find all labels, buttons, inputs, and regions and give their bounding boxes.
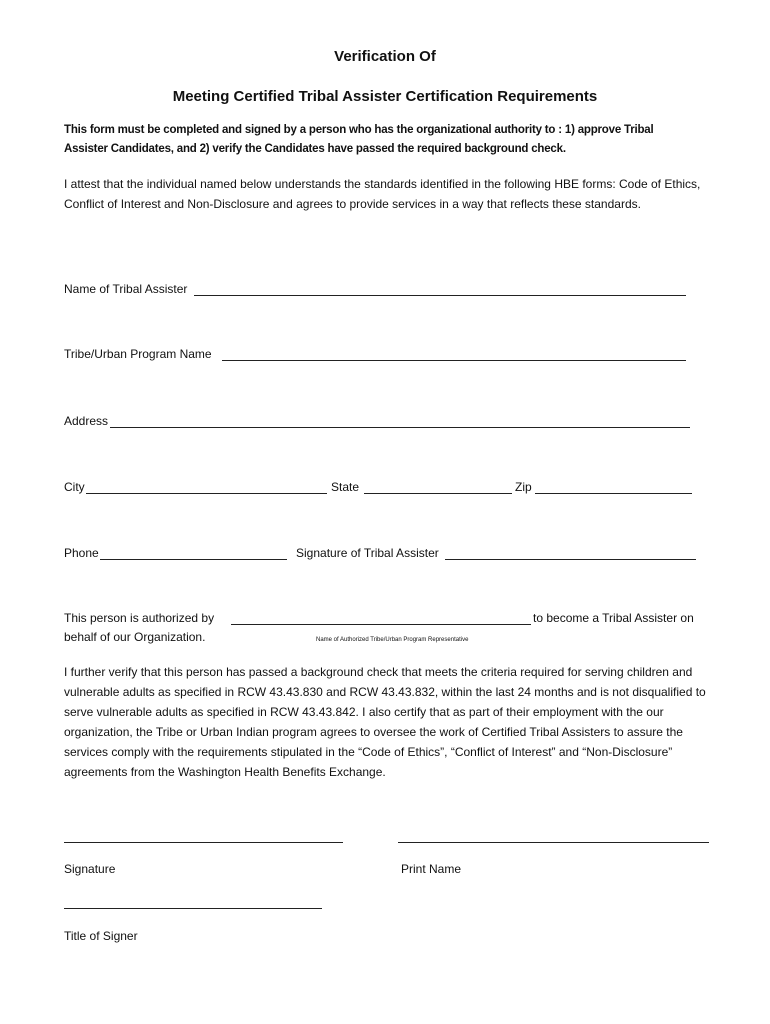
- program-label: Tribe/Urban Program Name: [64, 347, 212, 361]
- program-field[interactable]: [222, 360, 686, 361]
- phone-label: Phone: [64, 546, 99, 560]
- form-subtitle: Meeting Certified Tribal Assister Certification Requirements: [172, 88, 598, 105]
- address-field[interactable]: [110, 427, 690, 428]
- title-of-signer-label: Title of Signer: [64, 929, 138, 943]
- name-label: Name of Tribal Assister: [64, 282, 188, 296]
- authorized-line-2: behalf of our Organization.: [64, 630, 206, 644]
- address-label: Address: [64, 414, 109, 428]
- verification-paragraph: I further verify that this person has passed a background check that meets the criteria required for serving children and vulnerable adults as specified in RCW 43.43.830 and RCW 43.43.832, within the last 24 months and is not disqualified to serve vulnerable adults as specified in RCW 43.43.842. I also certify that as part of their employment with the our organization, the Tribe or Urban Indian program agrees to oversee the work of Certified Tribal Assisters to assure the services comply with the requirements stipulated in the “Code of Ethics”, “Conflict of Interest” and “Non-Disclosure” agreements from the Washington Health Benefits Exchange.: [64, 665, 706, 779]
- attestation-paragraph: I attest that the individual named below understands the standards identified in the following HBE forms: Code of Ethics, Conflict of Interest and Non-Disclosure and agrees to provide services in a way that reflects these standards.: [64, 177, 701, 211]
- assister-signature-label: Signature of Tribal Assister: [296, 546, 439, 560]
- state-label: State: [331, 480, 360, 494]
- phone-field[interactable]: [100, 559, 287, 560]
- print-name-field[interactable]: [398, 842, 709, 843]
- signature-field[interactable]: [64, 842, 343, 843]
- authorized-suffix: to become a Tribal Assister on: [533, 611, 694, 625]
- state-field[interactable]: [364, 493, 512, 494]
- authorized-representative-field[interactable]: [231, 624, 531, 625]
- city-label: City: [64, 480, 85, 494]
- city-field[interactable]: [86, 493, 327, 494]
- zip-label: Zip: [515, 480, 532, 494]
- print-name-label: Print Name: [401, 862, 462, 876]
- instructions-line-2: Assister Candidates, and 2) verify the Candidates have passed the required background check.: [64, 143, 566, 155]
- name-field[interactable]: [194, 295, 686, 296]
- authorized-prefix: This person is authorized by: [64, 611, 215, 625]
- form-title: Verification Of: [334, 48, 436, 65]
- instructions-line-1: This form must be completed and signed by a person who has the organizational authority to : 1) approve Tribal: [64, 124, 654, 136]
- signature-label: Signature: [64, 862, 116, 876]
- assister-signature-field[interactable]: [445, 559, 696, 560]
- title-of-signer-field[interactable]: [64, 908, 322, 909]
- authorized-caption: Name of Authorized Tribe/Urban Program Representative: [316, 637, 469, 643]
- zip-field[interactable]: [535, 493, 692, 494]
